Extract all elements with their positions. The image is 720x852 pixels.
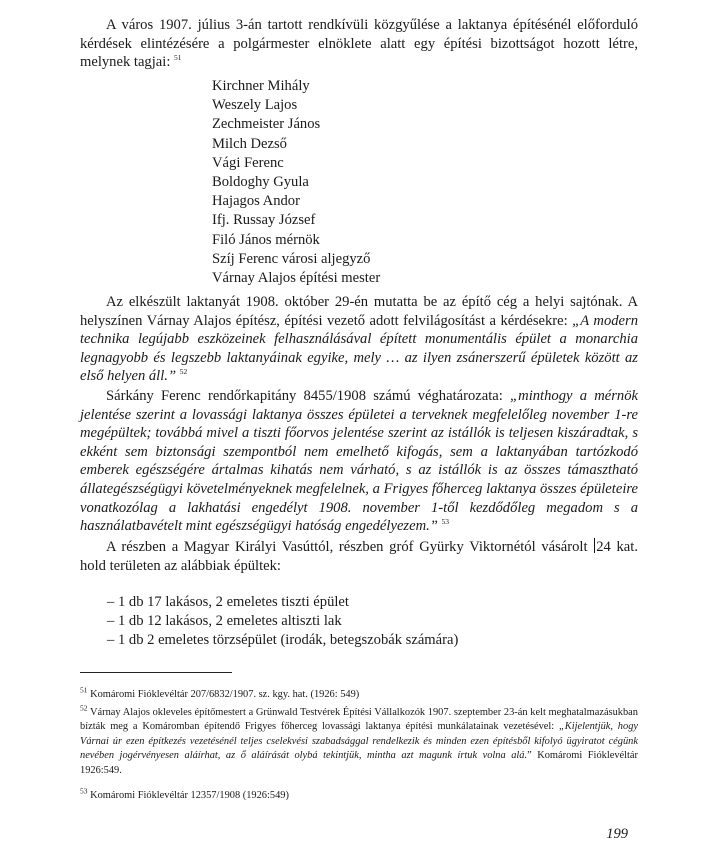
- list-item: Ifj. Russay József: [212, 212, 316, 229]
- paragraph-buildings: A részben a Magyar Királyi Vasúttól, részben gróf Gyürky Viktornétól vásárolt 24 kat. hold területen az alábbiak épültek:: [80, 539, 638, 574]
- footnote-ref-51[interactable]: 51: [174, 53, 182, 63]
- list-item: Hajagos Andor: [212, 193, 300, 210]
- footnote-52: $^{52}$ Várnay Alajos okleveles építőmestert a Grünwald Testvérek Építési Vállalkozók 1907. szeptember 23-án kelt meghatalmazásukban bízták meg a Komáromban építendő Frigyes főherceg lovassági laktanya építési munkálatainak vezetésével: „Kijelentjük, hogy Várnai úr ezen építkezés vezetésénél teljes cselekvési szabadsággal rendelkezik és minden ezen építésből kifolyó ügyiratot cégünk nevében jogérvényesen aláírhat, az ő aláírását olybá tekintjük, mintha azt magunk írtuk volna alá.” Komáromi Fióklevéltár 1926:549.: [80, 703, 638, 776]
- list-item: – 1 db 2 emeletes törzsépület (irodák, betegszobák számára): [107, 632, 459, 649]
- paragraph-committee: A város 1907. július 3-án tartott rendkívüli közgyűlése a laktanya építésénél előforduló kérdések elintézésére a polgármester elnöklete alatt egy építési bizottságot hozott létre, melynek tagjai: $^{51}$: [80, 17, 638, 71]
- list-item: – 1 db 17 lakásos, 2 emeletes tiszti épület: [107, 594, 349, 610]
- footnote-ref-53[interactable]: 53: [441, 517, 450, 527]
- list-item: Kirchner Mihály: [212, 78, 310, 94]
- footnote-51: $^{51}$ Komáromi Fióklevéltár 207/6832/1907. sz. kgy. hat. (1926: 549): [80, 685, 360, 700]
- list-item: Várnay Alajos építési mester: [212, 270, 381, 287]
- footnote-divider: [80, 672, 232, 673]
- paragraph-press: Az elkészült laktanyát 1908. október 29-én mutatta be az építő cég a helyi sajtónak. A helyszínen Várnay Alajos építész, építési vezető adott felvilágosítást a kérdésekre: „A modern technika legújabb eszközeinek felhasználásával épített monumentális épület a monarchia legnagyobb és legszebb laktanyáinak egyike, mely … az ilyen zsánerszerű épületek között az első helyen áll.” $^{52}$: [80, 294, 638, 385]
- list-item: – 1 db 12 lakásos, 2 emeletes altiszti lak: [107, 613, 342, 630]
- list-item: Zechmeister János: [212, 116, 321, 133]
- footnote-ref-52[interactable]: 52: [179, 367, 188, 377]
- page-number: 199: [606, 826, 628, 842]
- footnote-53: $^{53}$ Komáromi Fióklevéltár 12357/1908 (1926:549): [80, 786, 289, 801]
- committee-member-list: [212, 77, 380, 288]
- list-item: Weszely Lajos: [212, 97, 298, 114]
- paragraph-permit: Sárkány Ferenc rendőrkapitány 8455/1908 számú véghatározata: „minthogy a mérnök jelentése szerint a lovassági laktanya összes épületei a terveknek megfelelőleg november 1-re megépültek; továbbá mivel a tiszti főorvos jelentése szerint az istállók is teljesen kiszáradtak, s ekként sem biztonsági szempontból nem emelhető kifogás, sem a laktanyában tartózkodó emberek egészségére ártalmas kihatás nem várható, s az istállók is az összes támasztható állategészségügyi követelményeknek megfelelnek, a Frigyes főherceg laktanya összes épületeire vonatkozólag a lakhatási engedélyt 1908. november 1-től kezdődőleg megadom s a használatbavételt mint egészségügyi hatóság engedélyezem.” $^{53}$: [80, 388, 639, 535]
- list-item: Vági Ferenc: [212, 154, 284, 171]
- building-list: [107, 593, 458, 651]
- list-item: Szíj Ferenc városi aljegyző: [212, 250, 371, 267]
- list-item: Milch Dezső: [212, 135, 287, 152]
- list-item: Boldoghy Gyula: [212, 174, 309, 191]
- list-item: Filó János mérnök: [212, 231, 320, 248]
